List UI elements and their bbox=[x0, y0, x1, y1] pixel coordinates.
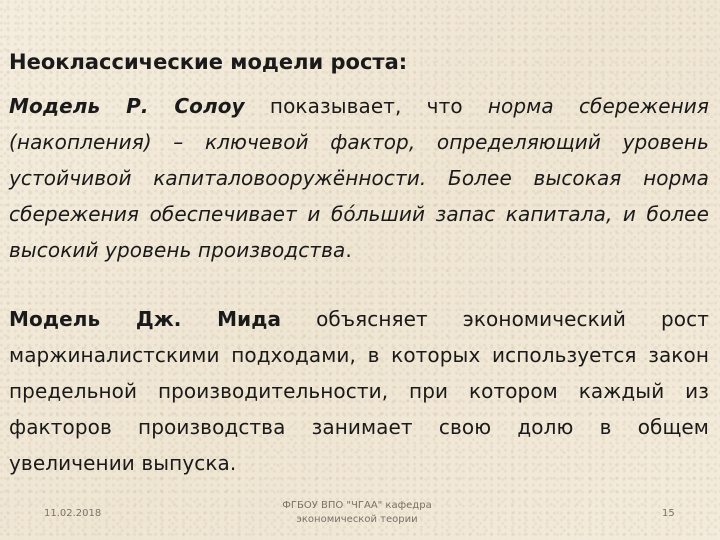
slide-heading: Неоклассические модели роста: bbox=[9, 50, 408, 74]
meade-body: объясняет экономический рост маржиналистскими подходами, в которых используется закон предельной производительности, при котором каждый из факторов производства занимает свою долю в общем увеличении выпуска. bbox=[9, 307, 709, 475]
solow-model-name: Модель Р. Солоу bbox=[9, 94, 245, 118]
footer-organization: ФГБОУ ВПО "ЧГАА" кафедра экономической теории bbox=[282, 500, 432, 525]
paragraph-meade bbox=[9, 301, 709, 481]
paragraph-solow bbox=[9, 88, 709, 268]
footer-page-number: 15 bbox=[662, 508, 675, 519]
solow-body: норма сбережения (накопления) – ключевой фактор, определяющий уровень устойчивой капиталовооружённости. Более высокая норма сбережения обеспечивает и бóльший запас капитала, и более высокий уровень производства bbox=[9, 94, 710, 262]
solow-verb: показывает, что bbox=[244, 94, 488, 118]
footer-date: 11.02.2018 bbox=[44, 508, 102, 519]
solow-end: . bbox=[345, 238, 352, 262]
meade-model-name: Модель Дж. Мида bbox=[9, 307, 282, 331]
